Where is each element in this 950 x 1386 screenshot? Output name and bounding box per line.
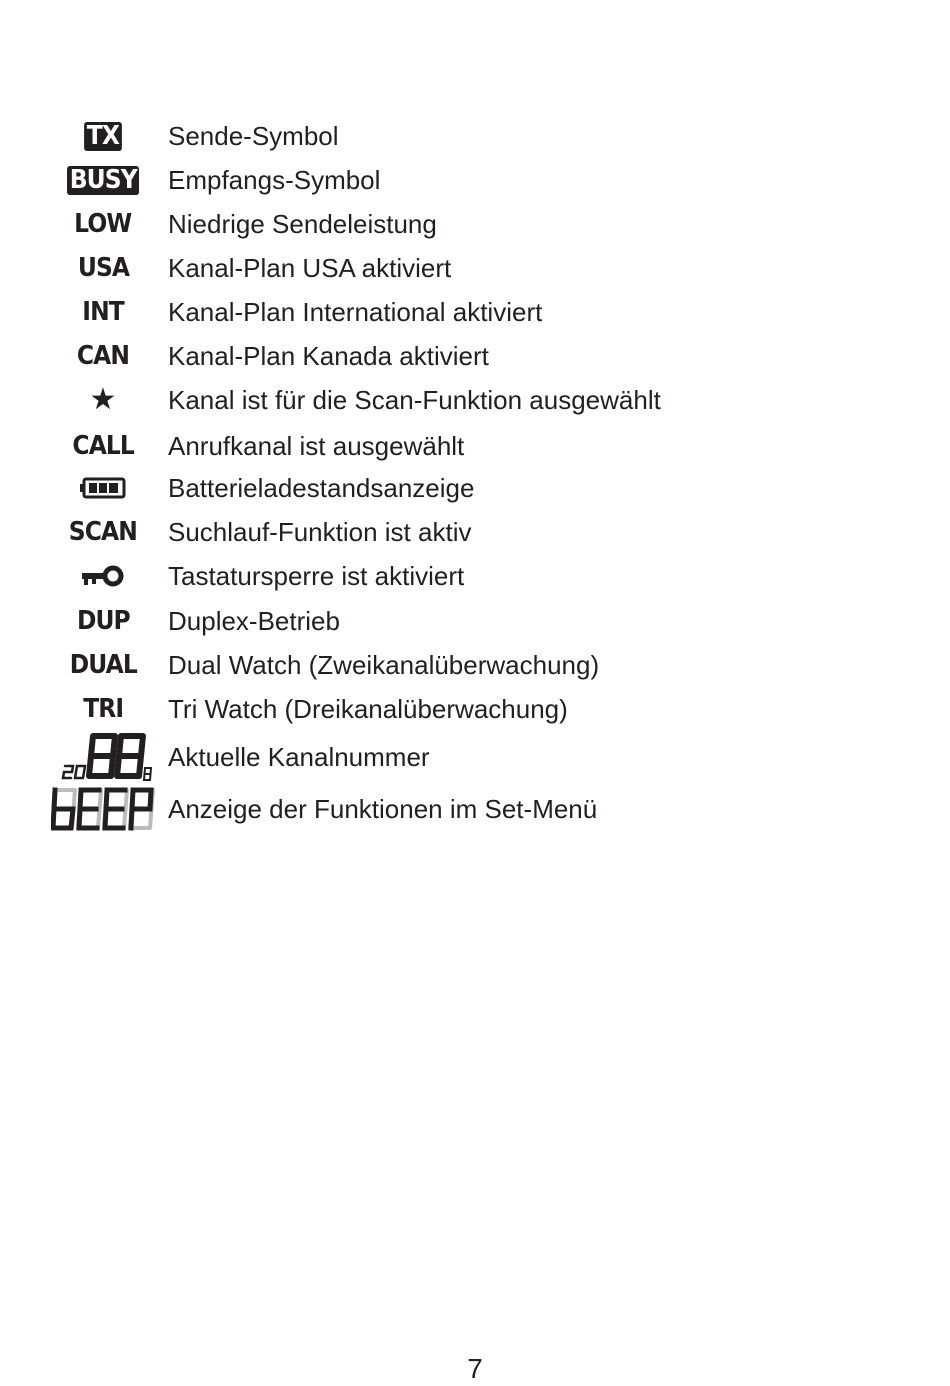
battery-icon [48,468,158,508]
legend-text: Kanal ist für die Scan-Funktion ausgewählt [168,385,661,415]
tri-icon: TRI [83,694,123,724]
low-icon: LOW [74,209,132,239]
legend-row-set-menu [48,784,808,834]
legend-row-call [48,426,808,466]
legend-text: Sende-Symbol [168,121,339,151]
legend-text: Duplex-Betrieb [168,606,340,636]
legend-text: Kanal-Plan International aktiviert [168,297,543,327]
legend-text: Tastatursperre ist aktiviert [168,561,465,591]
legend-text: Anrufkanal ist ausgewählt [168,431,465,461]
legend-text: Empfangs-Symbol [168,165,381,195]
legend-text: Aktuelle Kanalnummer [168,742,430,772]
dup-icon: DUP [76,606,130,636]
busy-icon: BUSY [48,160,158,200]
dual-icon: DUAL [69,650,137,680]
legend-row-tx [48,116,808,156]
can-icon: CAN [76,341,130,371]
legend-row-busy [48,160,808,200]
usa-icon: USA [77,253,129,283]
legend-row-channel-number [48,730,808,784]
legend-text: Kanal-Plan Kanada aktiviert [168,341,489,371]
legend-text: Kanal-Plan USA aktiviert [168,253,452,283]
legend-row-int [48,292,808,332]
legend-text: Batterieladestandsanzeige [168,473,475,503]
legend-row-scan [48,512,808,552]
set-menu-display-icon [48,784,158,834]
scan-icon: SCAN [68,517,138,547]
key-lock-icon [48,556,158,596]
legend-row-tri [48,689,808,729]
legend-text: Suchlauf-Funktion ist aktiv [168,517,472,547]
legend-row-dup [48,601,808,641]
legend-text: Anzeige der Funktionen im Set-Menü [168,794,598,824]
legend-row-key-lock [48,556,808,596]
legend-row-dual [48,645,808,685]
star-icon: ★ [89,382,117,417]
channel-number-display-icon [48,730,158,784]
legend-text: Tri Watch (Dreikanalüberwachung) [168,694,568,724]
tx-icon: TX [48,116,158,156]
legend-row-low [48,204,808,244]
legend-text: Dual Watch (Zweikanalüberwachung) [168,650,600,680]
int-icon: INT [82,297,124,327]
legend-row-usa [48,248,808,288]
page-number: 7 [467,1353,483,1384]
legend-text: Niedrige Sendeleistung [168,209,437,239]
legend-row-battery [48,468,808,508]
call-icon: CALL [72,431,134,461]
legend-row-star [48,380,808,420]
legend-row-can [48,336,808,376]
